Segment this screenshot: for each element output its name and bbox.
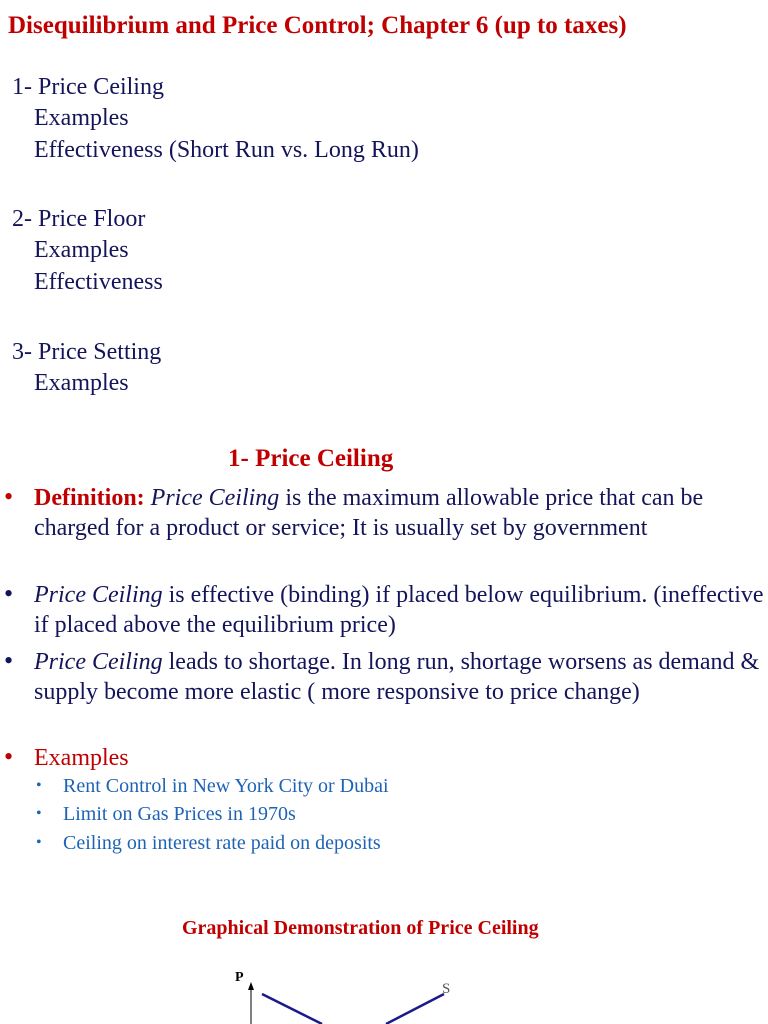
demand-curve (262, 994, 322, 1024)
bullet-term: Price Ceiling (34, 649, 163, 675)
bullet-dot: • (4, 482, 14, 511)
definition-bullet (34, 483, 764, 543)
sub-bullet-dot: • (36, 805, 42, 822)
sub-bullet-dot: • (36, 834, 42, 851)
effectiveness-bullet (34, 580, 764, 640)
bullet-term: Price Ceiling (34, 582, 163, 608)
definition-label: Definition: (34, 485, 145, 511)
y-axis-label: P (235, 970, 244, 985)
examples-label: Examples (34, 745, 129, 771)
supply-label: S (442, 981, 451, 997)
shortage-bullet (34, 647, 764, 707)
outline-item: Examples (34, 105, 129, 131)
price-ceiling-graph (0, 960, 768, 1024)
outline-heading-price-floor: 2- Price Floor (12, 206, 146, 232)
y-axis-arrow-icon (248, 982, 254, 990)
bullet-text: leads to shortage. In long run, shortage worsens as demand & supply become more elastic ( more responsive to price change) (34, 649, 760, 705)
outline-item: Examples (34, 237, 129, 263)
section-heading: 1- Price Ceiling (228, 445, 394, 472)
definition-text: is the maximum allowable price that can be charged for a product or service; It is usually set by government (34, 485, 704, 541)
bullet-dot: • (4, 646, 14, 675)
bullet-dot: • (4, 579, 14, 608)
outline-heading-price-setting: 3- Price Setting (12, 339, 162, 365)
outline-item: Effectiveness (34, 269, 163, 295)
example-item: Ceiling on interest rate paid on deposits (63, 832, 381, 854)
bullet-dot: • (4, 742, 14, 771)
document-title: Disequilibrium and Price Control; Chapter 6 (up to taxes) (8, 12, 627, 39)
example-item: Rent Control in New York City or Dubai (63, 775, 389, 797)
outline-item: Effectiveness (Short Run vs. Long Run) (34, 137, 419, 163)
outline-item: Examples (34, 370, 129, 396)
example-item: Limit on Gas Prices in 1970s (63, 803, 296, 825)
definition-term: Price Ceiling (150, 485, 280, 511)
bullet-text: is effective (binding) if placed below equilibrium. (ineffective if placed above the equilibrium price) (34, 582, 764, 638)
supply-curve (386, 994, 444, 1024)
graph-title: Graphical Demonstration of Price Ceiling (182, 917, 539, 939)
sub-bullet-dot: • (36, 777, 42, 794)
outline-heading-price-ceiling: 1- Price Ceiling (12, 74, 164, 100)
